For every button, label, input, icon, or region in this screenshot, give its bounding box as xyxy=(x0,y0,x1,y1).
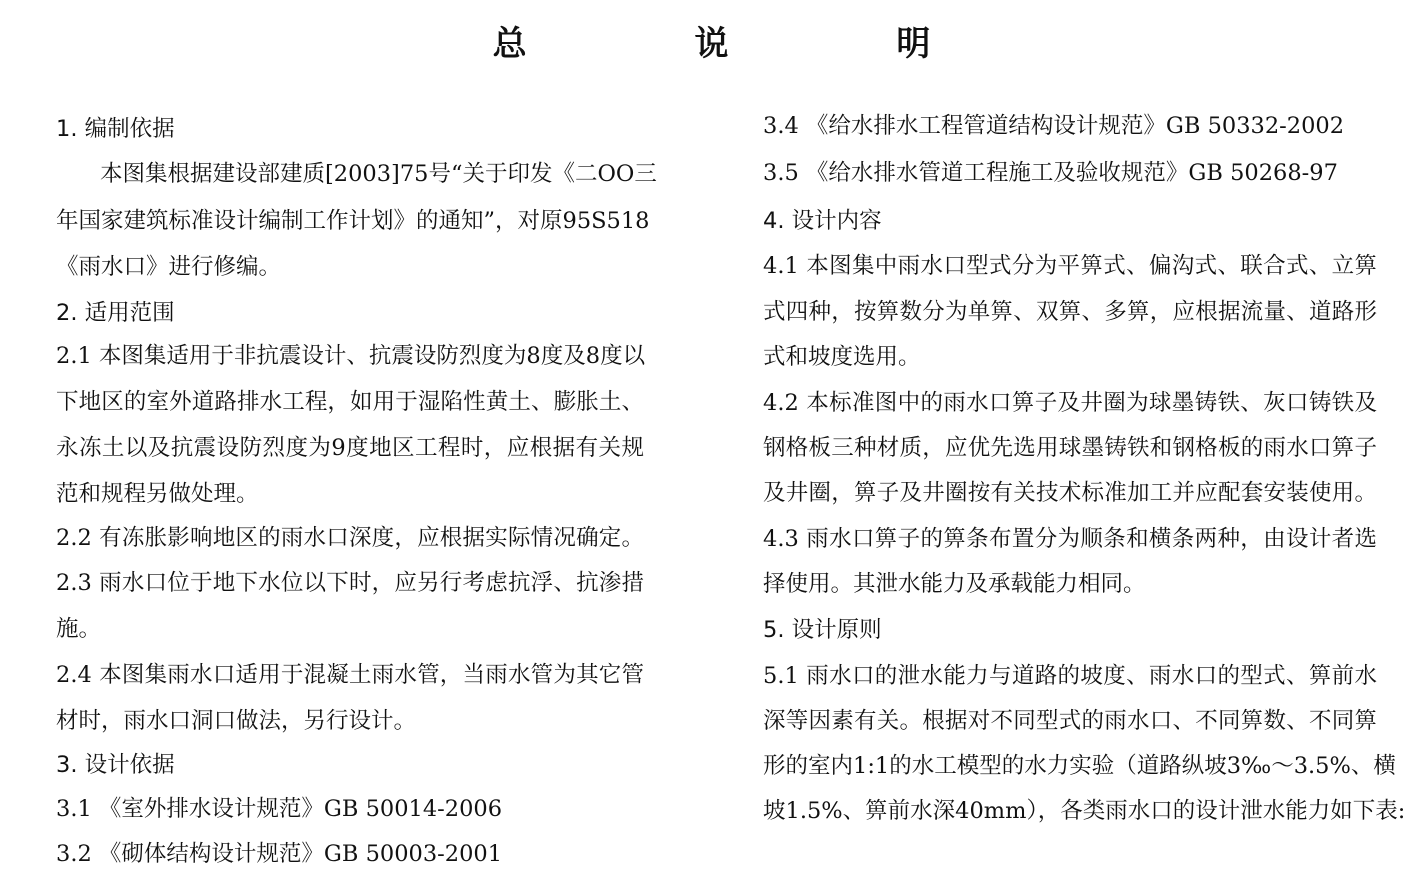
item-2-2-line: 2.2 有冻胀影响地区的雨水口深度，应根据实际情况确定。 xyxy=(56,525,644,551)
item-2-4-line: 材时，雨水口洞口做法，另行设计。 xyxy=(56,708,417,734)
section-1-text-line: 《雨水口》进行修编。 xyxy=(56,254,282,280)
item-5-1-line: 深等因素有关。根据对不同型式的雨水口、不同箅数、不同箅 xyxy=(763,708,1377,734)
item-4-1-line: 式四种，按箅数分为单箅、双箅、多箅，应根据流量、道路形 xyxy=(763,299,1377,325)
item-4-3-line: 4.3 雨水口箅子的箅条布置分为顺条和横条两种，由设计者选 xyxy=(763,526,1377,552)
item-2-4-line: 2.4 本图集雨水口适用于混凝土雨水管，当雨水管为其它管 xyxy=(56,662,644,688)
item-5-1-line: 坡1.5%、箅前水深40mm），各类雨水口的设计泄水能力如下表: xyxy=(763,798,1406,824)
page-title: 总 说 明 xyxy=(492,24,1009,64)
item-2-3-line: 2.3 雨水口位于地下水位以下时，应另行考虑抗浮、抗渗措 xyxy=(56,570,644,596)
item-3-5: 3.5 《给水排水管道工程施工及验收规范》GB 50268-97 xyxy=(763,160,1338,186)
item-2-1-line: 2.1 本图集适用于非抗震设计、抗震设防烈度为8度及8度以 xyxy=(56,343,646,369)
section-2-heading: 2. 适用范围 xyxy=(56,300,175,326)
item-4-2-line: 钢格板三种材质，应优先选用球墨铸铁和钢格板的雨水口箅子 xyxy=(763,435,1377,461)
item-2-1-line: 永冻土以及抗震设防烈度为9度地区工程时，应根据有关规 xyxy=(56,435,644,461)
item-2-1-line: 范和规程另做处理。 xyxy=(56,481,259,507)
item-4-2-line: 4.2 本标准图中的雨水口箅子及井圈为球墨铸铁、灰口铸铁及 xyxy=(763,390,1377,416)
item-3-4: 3.4 《给水排水工程管道结构设计规范》GB 50332-2002 xyxy=(763,113,1345,139)
item-5-1-line: 5.1 雨水口的泄水能力与道路的坡度、雨水口的型式、箅前水 xyxy=(763,663,1377,689)
section-5-heading: 5. 设计原则 xyxy=(763,617,882,643)
section-1-heading: 1. 编制依据 xyxy=(56,116,175,142)
item-4-2-line: 及井圈，箅子及井圈按有关技术标准加工并应配套安装使用。 xyxy=(763,480,1377,506)
item-5-1-line: 形的室内1:1的水工模型的水力实验（道路纵坡3‰～3.5%、横 xyxy=(763,753,1396,779)
item-4-1-line: 式和坡度选用。 xyxy=(763,344,921,370)
section-1-text-line: 年国家建筑标准设计编制工作计划》的通知”，对原95S518 xyxy=(56,208,650,234)
item-2-3-line: 施。 xyxy=(56,616,102,642)
item-4-1-line: 4.1 本图集中雨水口型式分为平箅式、偏沟式、联合式、立箅 xyxy=(763,253,1377,279)
item-3-2: 3.2 《砌体结构设计规范》GB 50003-2001 xyxy=(56,841,503,867)
section-3-heading: 3. 设计依据 xyxy=(56,752,175,778)
section-4-heading: 4. 设计内容 xyxy=(763,208,882,234)
item-4-3-line: 择使用。其泄水能力及承载能力相同。 xyxy=(763,571,1146,597)
item-3-1: 3.1 《室外排水设计规范》GB 50014-2006 xyxy=(56,796,503,822)
item-2-1-line: 下地区的室外道路排水工程，如用于湿陷性黄土、膨胀土、 xyxy=(56,389,644,415)
section-1-text-line: 本图集根据建设部建质[2003]75号“关于印发《二OO三 xyxy=(100,161,657,187)
